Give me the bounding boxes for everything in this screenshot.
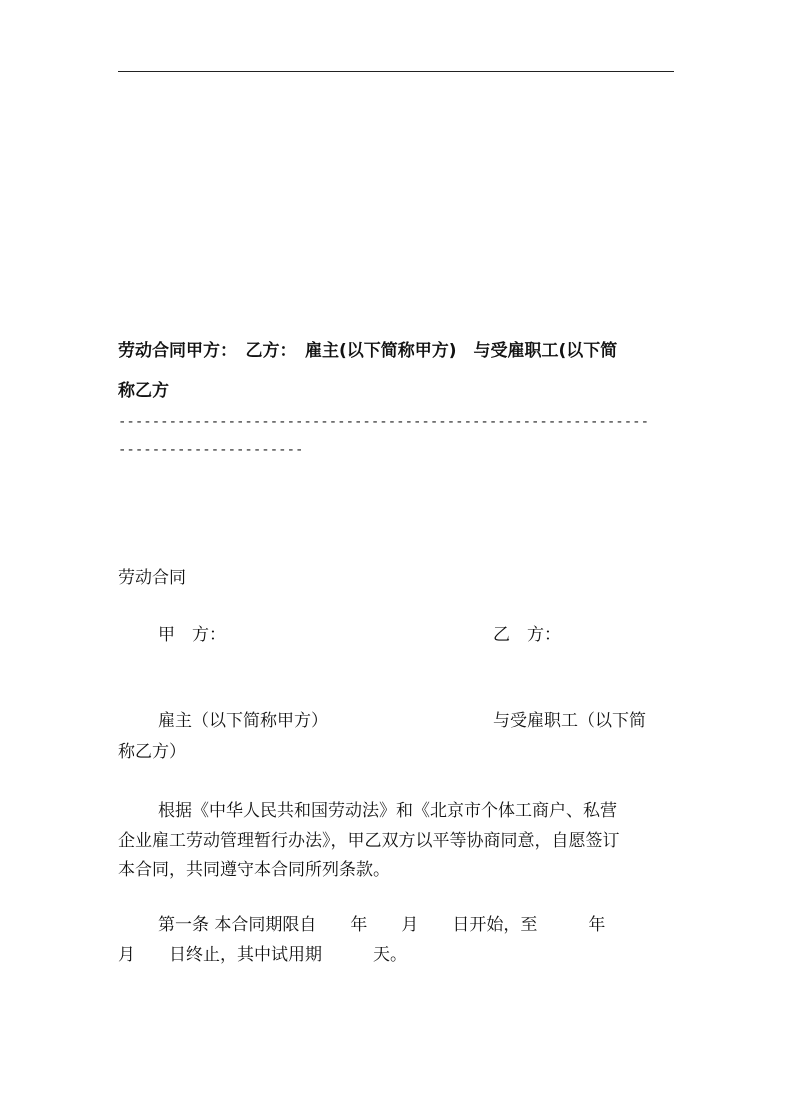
document-title: 劳动合同 bbox=[118, 568, 186, 588]
party-a-label: 甲 方： bbox=[158, 625, 226, 645]
employer-label: 雇主（以下简称甲方） bbox=[158, 711, 328, 731]
article-1-line-1: 第一条 本合同期限自 年 月 日开始，至 年 bbox=[158, 915, 606, 935]
header-rule bbox=[118, 71, 674, 72]
party-b-label: 乙 方： bbox=[493, 625, 561, 645]
article-1-line-2: 月 日终止，其中试用期 天。 bbox=[118, 945, 407, 965]
dash-separator-1: --------------------------------------------------------------- bbox=[118, 414, 650, 430]
basis-paragraph-line-1: 根据《中华人民共和国劳动法》和《北京市个体工商户、私营 bbox=[158, 801, 617, 821]
employee-label: 与受雇职工（以下简 bbox=[493, 711, 646, 731]
basis-paragraph-line-2: 企业雇工劳动管理暂行办法》，甲乙双方以平等协商同意，自愿签订 bbox=[118, 831, 620, 851]
dash-separator-2: ---------------------- bbox=[118, 442, 304, 458]
header-line: 劳动合同甲方： 乙方： 雇主(以下简称甲方) 与受雇职工(以下简 bbox=[118, 341, 618, 361]
basis-paragraph-line-3: 本合同，共同遵守本合同所列条款。 bbox=[118, 860, 390, 880]
employee-label-continued: 称乙方） bbox=[118, 742, 186, 762]
header-line-continued: 称乙方 bbox=[118, 381, 169, 401]
